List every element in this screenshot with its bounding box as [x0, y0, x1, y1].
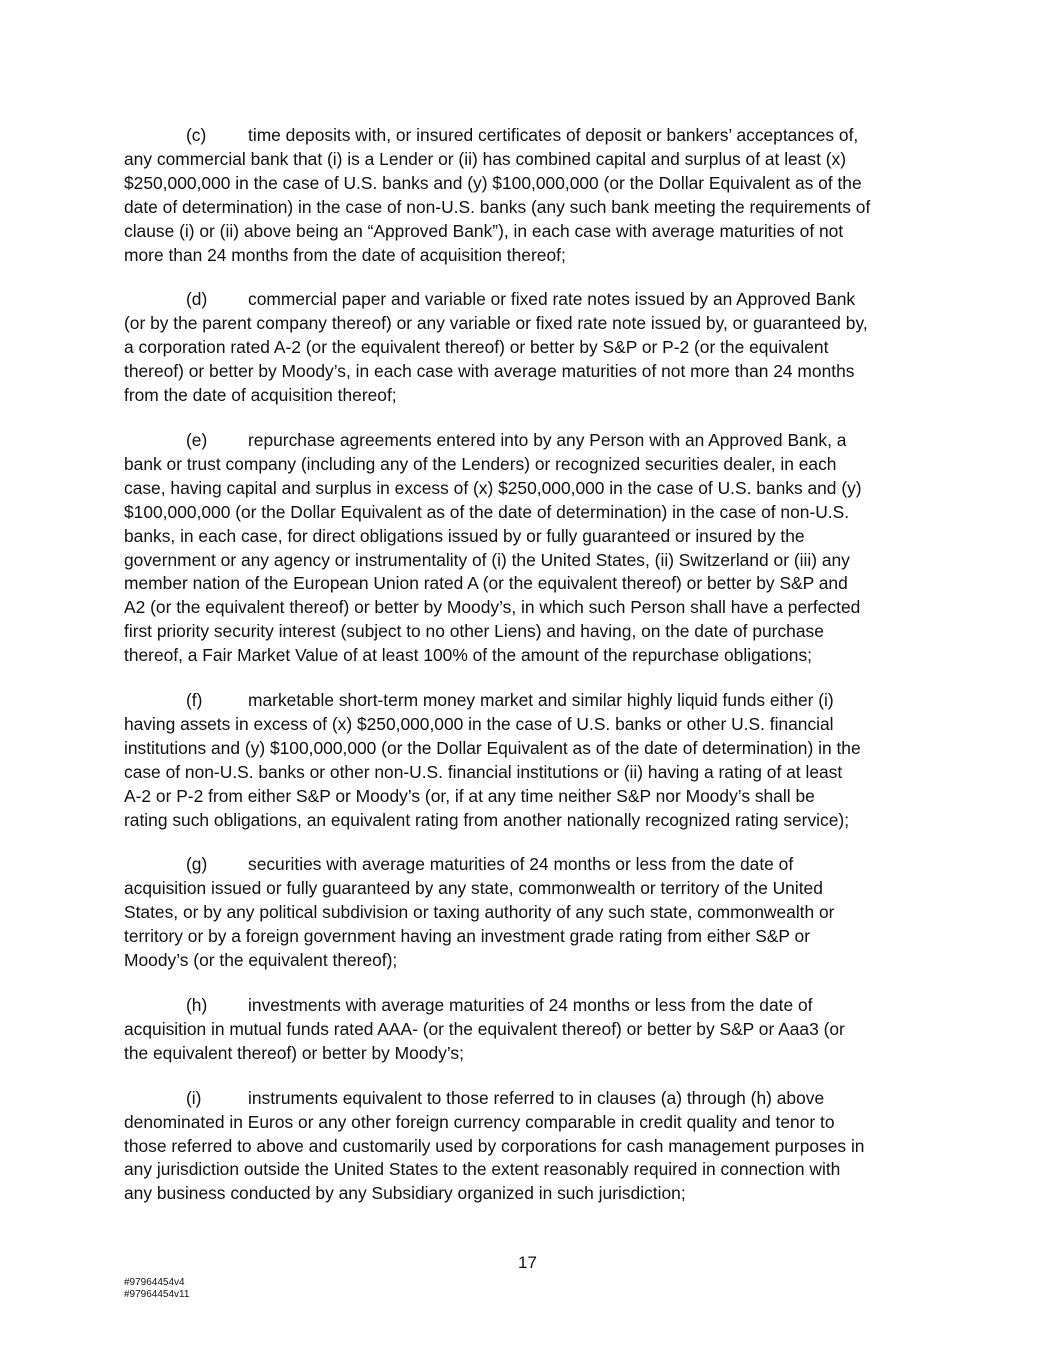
clause-i: [124, 1087, 932, 1207]
clause-h: [124, 994, 932, 1066]
document-body: [124, 124, 932, 1227]
clause-text: marketable short-term money market and similar highly liquid funds either (i) having assets in excess of (x) $250,000,000 in the case of U.S. banks or other U.S. financial institutions and (y) $100,000,000 (or the Dollar Equivalent as of the date of determination) in the case of non-U.S. banks or other non-U.S. financial institutions or (ii) having a rating of at least A-2 or P-2 from either S&P or Moody’s (or, if at any time neither S&P nor Moody’s shall be rating such obligations, an equivalent rating from another nationally recognized rating service);: [124, 690, 861, 830]
clause-text: commercial paper and variable or fixed rate notes issued by an Approved Bank (or by the parent company thereof) or any variable or fixed rate note issued by, or guaranteed by, a corporation rated A-2 (or the equivalent thereof) or better by S&P or P-2 (or the equivalent thereof) or better by Moody’s, in each case with average maturities of not more than 24 months from the date of acquisition thereof;: [124, 289, 868, 406]
clause-text: instruments equivalent to those referred to in clauses (a) through (h) above denominated in Euros or any other foreign currency comparable in credit quality and tenor to those referred to above and customarily used by corporations for cash management purposes in any jurisdiction outside the United States to the extent reasonably required in connection with any business conducted by any Subsidiary organized in such jurisdiction;: [124, 1087, 865, 1204]
doc-id: #97964454v4: [124, 1277, 185, 1288]
clause-label: (h): [186, 995, 208, 1015]
clause-label: (g): [186, 854, 208, 875]
clause-label: (e): [186, 429, 208, 450]
clause-f: [124, 689, 932, 832]
clause-e: [124, 429, 932, 668]
page-number: 17: [518, 1253, 537, 1272]
document-ids: [124, 1277, 189, 1301]
clause-text: investments with average maturities of 24 months or less from the date of acquisition in mutual funds rated AAA- (or the equivalent thereof) or better by S&P or Aaa3 (or the equivalent thereof) or better by Moody’s;: [124, 995, 845, 1063]
clause-text: repurchase agreements entered into by any Person with an Approved Bank, a bank or trust company (including any of the Lenders) or recognized securities dealer, in each case, having capital and surplus in excess of (x) $250,000,000 in the case of U.S. banks and (y) $100,000,000 (or the Dollar Equivalent as of the date of determination) in the case of non-U.S. banks, in each case, for direct obligations issued by or fully guaranteed or insured by the government or any agency or instrumentality of (i) the United States, (ii) Switzerland or (iii) any member nation of the European Union rated A (or the equivalent thereof) or better by S&P and A2 (or the equivalent thereof) or better by Moody’s, in which such Person shall have a perfected first priority security interest (subject to no other Liens) and having, on the date of purchase thereof, a Fair Market Value of at least 100% of the amount of the repurchase obligations;: [124, 429, 862, 666]
clause-c: [124, 124, 932, 267]
clause-label: (i): [186, 1087, 202, 1108]
clause-label: (d): [186, 289, 208, 310]
clause-label: (c): [186, 125, 207, 145]
clause-text: securities with average maturities of 24 months or less from the date of acquisition issued or fully guaranteed by any state, commonwealth or territory of the United States, or by any political subdivision or taxing authority of any such state, commonwealth or territory or by a foreign government having an investment grade rating from either S&P or Moody’s (or the equivalent thereof);: [124, 854, 835, 971]
clause-label: (f): [186, 690, 203, 711]
clause-g: [124, 853, 932, 973]
doc-id: #97964454v11: [124, 1289, 190, 1300]
clause-d: [124, 288, 932, 408]
clause-text: time deposits with, or insured certificates of deposit or bankers’ acceptances of, any commercial bank that (i) is a Lender or (ii) has combined capital and surplus of at least (x) $250,000,000 in the case of U.S. banks and (y) $100,000,000 (or the Dollar Equivalent as of the date of determination) in the case of non-U.S. banks (any such bank meeting the requirements of clause (i) or (ii) above being an “Approved Bank”), in each case with average maturities of not more than 24 months from the date of acquisition thereof;: [124, 125, 871, 265]
